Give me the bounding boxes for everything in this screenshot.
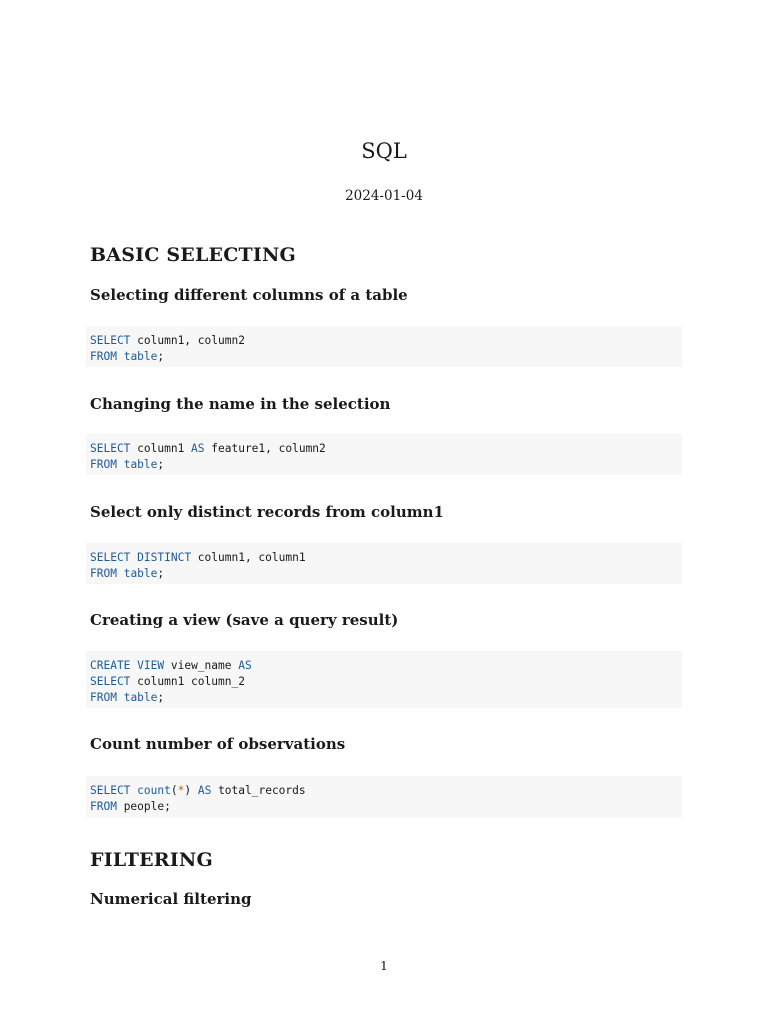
sql-keyword: AS <box>238 659 252 672</box>
page-title: SQL <box>361 139 407 163</box>
sql-text: ; <box>157 690 165 704</box>
sql-text: people; <box>116 799 171 813</box>
sql-text: column1 column_2 <box>130 674 245 688</box>
sql-operator: * <box>177 784 185 797</box>
sql-keyword: table <box>123 349 158 363</box>
code-line <box>90 799 678 815</box>
sql-text: total_records <box>211 784 306 797</box>
sql-text <box>117 567 124 580</box>
subsection-heading: Changing the name in the selection <box>90 395 391 413</box>
sql-text: ; <box>157 457 165 471</box>
sql-text <box>117 691 124 704</box>
sql-keyword: AS <box>197 784 212 797</box>
sql-text <box>117 350 124 363</box>
sql-text <box>117 458 124 471</box>
sql-text: column1, column1 <box>191 551 306 564</box>
sql-keyword: FROM <box>90 349 117 363</box>
sql-keyword: SELECT <box>90 551 131 564</box>
section-heading-filtering: FILTERING <box>90 849 213 871</box>
code-line <box>90 566 678 582</box>
code-line <box>90 457 678 473</box>
sql-keyword: SELECT <box>90 442 131 455</box>
code-block[interactable] <box>86 434 682 475</box>
sql-keyword: FROM <box>90 690 117 704</box>
sql-keyword: table <box>123 566 158 580</box>
sql-text: ; <box>157 566 165 580</box>
sql-text: column1, column2 <box>130 334 245 347</box>
sql-function: count <box>137 784 171 797</box>
code-line <box>90 674 678 690</box>
sql-keyword: SELECT <box>90 784 131 797</box>
code-line <box>90 333 678 349</box>
sql-keyword: FROM <box>90 799 117 813</box>
page-date: 2024-01-04 <box>345 188 423 204</box>
sql-keyword: FROM <box>90 566 117 580</box>
code-line <box>90 690 678 706</box>
sql-keyword: table <box>123 690 158 704</box>
sql-keyword: SELECT <box>90 674 131 688</box>
code-line <box>90 658 678 674</box>
page-number: 1 <box>380 958 388 973</box>
sql-keyword: table <box>123 457 158 471</box>
sql-text: ) <box>184 784 198 797</box>
subsection-heading: Creating a view (save a query result) <box>90 611 399 629</box>
subsection-heading: Count number of observations <box>90 735 346 753</box>
sql-keyword: CREATE <box>90 659 131 672</box>
sql-keyword: VIEW <box>137 659 165 672</box>
code-line <box>90 783 678 799</box>
code-line <box>90 550 678 566</box>
code-block[interactable] <box>86 651 682 708</box>
section-heading-basic-selecting: BASIC SELECTING <box>90 244 296 266</box>
sql-text: ( <box>170 784 178 797</box>
sql-text: feature1, column2 <box>204 442 326 455</box>
sql-keyword: SELECT <box>90 334 131 347</box>
sql-keyword: AS <box>191 442 205 455</box>
sql-text: ; <box>157 349 165 363</box>
code-block[interactable] <box>86 776 682 818</box>
code-line <box>90 349 678 365</box>
subsection-heading: Selecting different columns of a table <box>90 286 408 304</box>
code-block[interactable] <box>86 543 682 584</box>
sql-keyword: DISTINCT <box>137 551 192 564</box>
subsection-heading: Numerical filtering <box>90 890 252 908</box>
sql-text: column1 <box>130 442 192 455</box>
sql-text: view_name <box>164 659 239 672</box>
code-line <box>90 441 678 457</box>
sql-keyword: FROM <box>90 457 117 471</box>
subsection-heading: Select only distinct records from column1 <box>90 503 444 521</box>
code-block[interactable] <box>86 326 682 367</box>
